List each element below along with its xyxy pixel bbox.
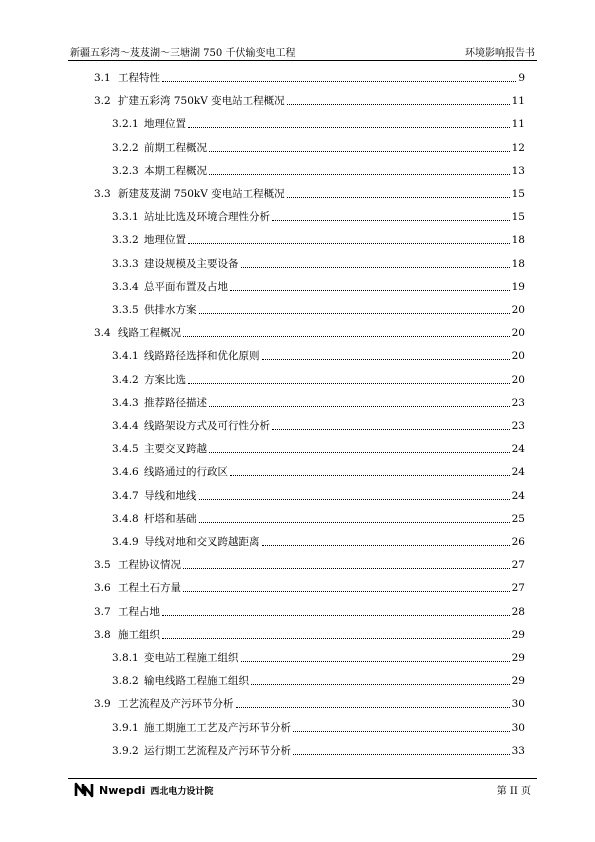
toc-page: 23: [511, 420, 525, 432]
toc-title: 方案比选: [144, 373, 186, 386]
toc-leader: [272, 220, 510, 221]
toc-entry[interactable]: [112, 396, 525, 410]
page-header: [68, 42, 537, 61]
toc-page: 26: [511, 536, 525, 548]
toc-number: 3.3.4: [112, 280, 139, 293]
toc-number: 3.4.8: [112, 512, 139, 525]
toc-number: 3.4.5: [112, 443, 139, 456]
toc-page: 20: [511, 327, 525, 340]
toc-entry[interactable]: [112, 373, 525, 387]
toc-leader: [188, 383, 510, 384]
toc-page: 12: [511, 141, 525, 154]
toc-title: 本期工程概况: [144, 164, 207, 177]
toc-title: 工程占地: [118, 605, 160, 618]
toc-page: 20: [511, 373, 525, 386]
toc-entry[interactable]: [112, 721, 525, 735]
toc-entry[interactable]: [112, 303, 525, 317]
toc-page: 28: [511, 605, 525, 618]
toc-title: 导线和地线: [144, 489, 197, 502]
toc-number: 3.9.2: [112, 744, 139, 757]
toc-number: 3.4.6: [112, 466, 139, 479]
toc-leader: [230, 290, 510, 291]
toc-number: 3.8: [94, 628, 111, 641]
page-number: 第 II 页: [496, 786, 531, 797]
toc-leader: [162, 638, 510, 639]
toc-entry[interactable]: [112, 117, 525, 131]
toc-number: 3.4.4: [112, 420, 139, 432]
toc-page: 23: [511, 396, 525, 409]
toc-page: 9: [518, 72, 525, 84]
header-project-title: 新疆五彩湾～芨芨湖～三塘湖 750 千伏输变电工程: [70, 48, 296, 59]
toc-number: 3.3.3: [112, 257, 139, 270]
toc-entry[interactable]: [112, 257, 525, 271]
toc-title: 工程土石方量: [118, 582, 181, 595]
toc-entry[interactable]: [94, 94, 525, 108]
toc-number: 3.3.1: [112, 211, 139, 224]
toc-title: 建设规模及主要设备: [144, 257, 239, 270]
toc-entry[interactable]: [94, 71, 525, 85]
toc-number: 3.4.1: [112, 350, 139, 363]
toc-number: 3.7: [94, 605, 111, 618]
toc-title: 运行期工艺流程及产污环节分析: [144, 744, 291, 757]
toc-leader: [241, 267, 510, 268]
logo-company-name: 西北电力设计院: [150, 786, 214, 797]
toc-leader: [183, 591, 510, 592]
toc-number: 3.4.3: [112, 396, 139, 409]
toc-leader: [209, 452, 510, 453]
toc-number: 3.2.1: [112, 118, 139, 131]
toc-entry[interactable]: [112, 512, 525, 526]
toc-entry[interactable]: [112, 489, 525, 503]
toc-page: 29: [511, 628, 525, 641]
toc-number: 3.8.2: [112, 675, 139, 688]
toc-title: 扩建五彩湾 750kV 变电站工程概况: [118, 95, 285, 108]
toc-entry[interactable]: [94, 605, 525, 619]
header-report-type: 环境影响报告书: [465, 48, 535, 59]
toc-leader: [209, 151, 510, 152]
toc-page: 30: [511, 721, 525, 734]
toc-entry[interactable]: [94, 697, 525, 711]
toc-entry[interactable]: [112, 744, 525, 758]
toc-title: 线路通过的行政区: [144, 466, 228, 479]
toc-title: 工艺流程及产污环节分析: [118, 698, 234, 711]
toc-leader: [199, 522, 510, 523]
toc-entry[interactable]: [112, 210, 525, 224]
toc-leader: [287, 104, 510, 105]
toc-page: 20: [511, 304, 525, 316]
toc-entry[interactable]: [112, 419, 525, 433]
toc-page: 24: [511, 443, 525, 456]
toc-entry[interactable]: [112, 651, 525, 665]
toc-page: 29: [511, 675, 525, 688]
toc-number: 3.9.1: [112, 721, 139, 734]
toc-leader: [188, 243, 510, 244]
toc-page: 18: [511, 234, 525, 247]
toc-number: 3.2: [94, 95, 111, 108]
toc-title: 导线对地和交叉跨越距离: [144, 536, 260, 548]
toc-number: 3.2.3: [112, 164, 139, 177]
toc-entry[interactable]: [94, 326, 525, 340]
toc-leader: [230, 475, 510, 476]
nwepdi-logo-icon: [74, 782, 94, 798]
toc-page: 30: [511, 698, 525, 711]
toc-entry[interactable]: [112, 349, 525, 363]
toc-title: 总平面布置及占地: [144, 280, 228, 293]
toc-number: 3.9: [94, 698, 111, 711]
toc-entry[interactable]: [112, 233, 525, 247]
toc-leader: [287, 197, 510, 198]
toc-entry[interactable]: [94, 187, 525, 201]
toc-entry[interactable]: [112, 442, 525, 456]
toc-page: 25: [511, 512, 525, 525]
toc-entry[interactable]: [112, 164, 525, 178]
toc-page: 19: [511, 280, 525, 293]
toc-title: 工程特性: [118, 72, 160, 84]
toc-number: 3.6: [94, 582, 111, 595]
toc-leader: [162, 81, 516, 82]
toc-entry[interactable]: [112, 280, 525, 294]
toc-title: 杆塔和基础: [144, 512, 197, 525]
toc-leader: [183, 568, 510, 569]
toc-page: 18: [511, 257, 525, 270]
toc-title: 线路架设方式及可行性分析: [144, 420, 270, 432]
toc-leader: [183, 336, 510, 337]
toc-entry[interactable]: [94, 628, 525, 642]
toc-number: 3.4.7: [112, 489, 139, 502]
toc-title: 施工期施工工艺及产污环节分析: [144, 721, 291, 734]
toc-number: 3.5: [94, 559, 111, 572]
toc-page: 15: [511, 211, 525, 224]
toc-entry[interactable]: [94, 581, 525, 595]
toc-number: 3.3.5: [112, 304, 139, 316]
toc-title: 前期工程概况: [144, 141, 207, 154]
toc-title: 地理位置: [144, 118, 186, 131]
toc-title: 输电线路工程施工组织: [144, 675, 249, 688]
toc-entry[interactable]: [112, 674, 525, 688]
toc-title: 施工组织: [118, 628, 160, 641]
toc-leader: [162, 615, 510, 616]
toc-number: 3.4.9: [112, 536, 139, 548]
toc-title: 推荐路径描述: [144, 396, 207, 409]
footer-divider: [68, 778, 537, 779]
toc-entry[interactable]: [94, 558, 525, 572]
toc-title: 变电站工程施工组织: [144, 652, 239, 664]
toc-leader: [199, 313, 510, 314]
toc-page: 33: [511, 744, 525, 757]
toc-page: 24: [511, 466, 525, 479]
toc-number: 3.4.2: [112, 373, 139, 386]
toc-leader: [293, 731, 510, 732]
toc-entry[interactable]: [112, 535, 525, 549]
toc-number: 3.3.2: [112, 234, 139, 247]
toc-title: 站址比选及环境合理性分析: [144, 211, 270, 224]
toc-page: 11: [511, 118, 525, 131]
toc-number: 3.4: [94, 327, 111, 340]
toc-entry[interactable]: [112, 141, 525, 155]
toc-page: 27: [511, 559, 525, 572]
toc-page: 29: [511, 652, 525, 664]
toc-leader: [236, 707, 510, 708]
toc-leader: [209, 174, 510, 175]
toc-title: 地理位置: [144, 234, 186, 247]
toc-leader: [199, 499, 510, 500]
toc-title: 工程协议情况: [118, 559, 181, 572]
toc-leader: [251, 684, 510, 685]
toc-leader: [241, 661, 510, 662]
toc-page: 15: [511, 188, 525, 200]
toc-title: 线路路径选择和优化原则: [144, 350, 260, 363]
toc-page: 11: [511, 95, 525, 108]
toc-leader: [262, 545, 510, 546]
toc-entry[interactable]: [112, 465, 525, 479]
toc-leader: [209, 406, 510, 407]
toc-title: 线路工程概况: [118, 327, 181, 340]
toc-page: 27: [511, 582, 525, 595]
toc-title: 供排水方案: [144, 304, 197, 316]
toc-page: 20: [511, 350, 525, 363]
toc-leader: [272, 429, 510, 430]
toc-title: 主要交叉跨越: [144, 443, 207, 456]
toc-leader: [293, 754, 510, 755]
company-logo: [74, 782, 213, 798]
toc-leader: [262, 359, 510, 360]
logo-text: Nwepdi: [99, 783, 146, 797]
toc-number: 3.1: [94, 72, 111, 84]
toc-title: 新建芨芨湖 750kV 变电站工程概况: [118, 188, 285, 200]
toc-number: 3.8.1: [112, 652, 139, 664]
toc-number: 3.2.2: [112, 141, 139, 154]
toc-number: 3.3: [94, 188, 111, 200]
toc-page: 24: [511, 489, 525, 502]
toc-leader: [188, 127, 510, 128]
toc-page: 13: [511, 164, 525, 177]
